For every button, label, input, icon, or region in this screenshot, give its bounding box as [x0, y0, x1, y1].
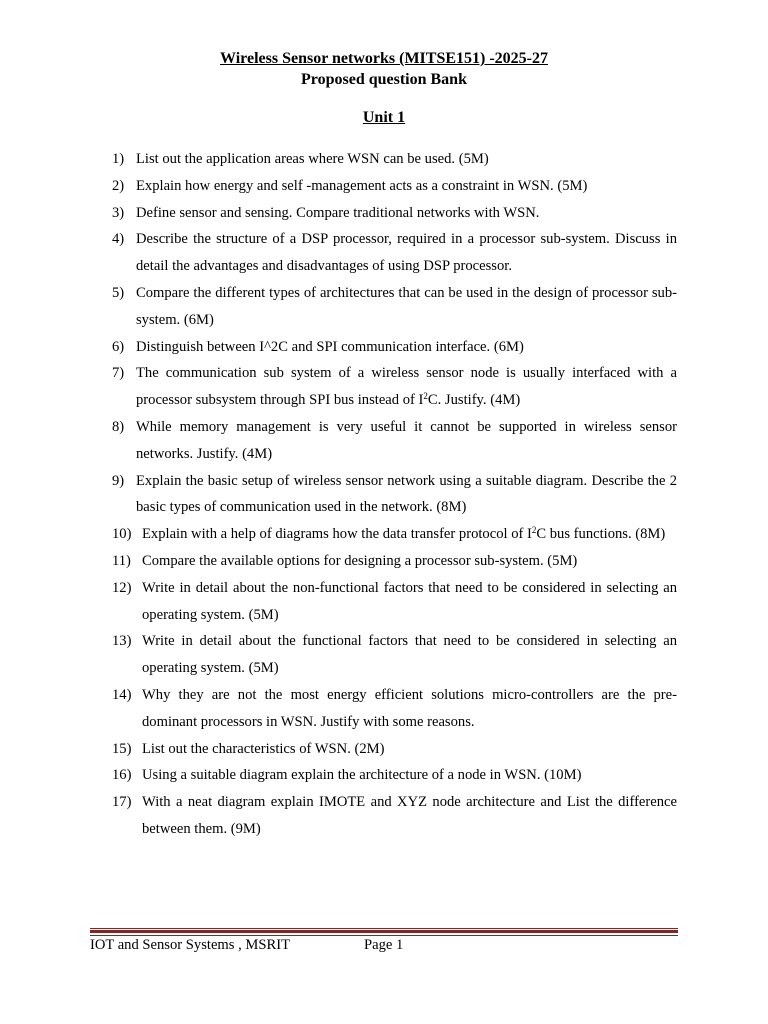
footer-institution: IOT and Sensor Systems , MSRIT [90, 937, 290, 953]
question-item [112, 762, 677, 789]
question-number: 9) [112, 472, 125, 489]
question-number: 2) [112, 177, 125, 194]
question-text-segment: The communication sub system of a wireless sensor node is usually interfaced with a processor subsystem through SPI bus instead of I [136, 365, 677, 409]
question-text [136, 231, 677, 274]
question-text [142, 580, 677, 623]
question-number: 3) [112, 204, 125, 221]
question-text [136, 339, 524, 355]
document-title: Wireless Sensor networks (MITSE151) -2025-27 [220, 50, 548, 67]
question-text [142, 526, 665, 542]
question-text [142, 687, 677, 730]
question-item [112, 548, 677, 575]
question-number: 7) [112, 365, 125, 382]
question-text-segment: While memory management is very useful it cannot be supported in wireless sensor networks. Justify. (4M) [136, 418, 677, 462]
question-list [112, 146, 677, 843]
superscript: 2 [423, 391, 428, 402]
question-item [112, 226, 677, 280]
question-text-segment: Describe the structure of a DSP processor, required in a processor sub-system. Discuss in detail the advantages and disadvantages of using DSP processor. [136, 231, 677, 275]
question-item [112, 414, 677, 468]
question-item [112, 360, 677, 414]
question-item [112, 146, 677, 173]
document-subtitle: Proposed question Bank [301, 71, 467, 88]
question-text [136, 178, 587, 194]
question-text-segment: Define sensor and sensing. Compare traditional networks with WSN. [136, 204, 540, 221]
question-item [112, 736, 677, 763]
question-text [142, 633, 677, 676]
question-text-segment: Using a suitable diagram explain the architecture of a node in WSN. (10M) [142, 767, 582, 784]
question-number: 11) [112, 552, 131, 569]
footer-page-number: Page 1 [364, 937, 404, 953]
question-number: 15) [112, 740, 132, 757]
question-text [136, 205, 539, 221]
question-item [112, 789, 677, 843]
question-number: 12) [112, 579, 132, 596]
question-item [112, 521, 677, 548]
question-item [112, 682, 677, 736]
question-text [142, 741, 385, 757]
question-text [136, 473, 677, 516]
question-text [136, 285, 677, 328]
question-text [142, 794, 677, 837]
question-number: 8) [112, 418, 125, 435]
question-text-segment: Explain the basic setup of wireless sensor network using a suitable diagram. Describe the 2 basic types of communication used in the network. (8M) [136, 472, 677, 516]
question-text-segment: Compare the different types of architectures that can be used in the design of processor sub-system. (6M) [136, 284, 677, 328]
footer-rule-thick [90, 930, 678, 933]
question-number: 16) [112, 767, 132, 784]
question-text-segment: Explain with a help of diagrams how the data transfer protocol of I [142, 526, 532, 543]
question-number: 5) [112, 284, 125, 301]
question-number: 10) [112, 526, 132, 543]
question-text-segment: Write in detail about the non-functional factors that need to be considered in selecting an operating system. (5M) [142, 579, 677, 623]
question-number: 17) [112, 794, 132, 811]
question-item [112, 200, 677, 227]
question-number: 1) [112, 151, 125, 167]
question-item [112, 280, 677, 334]
question-text-segment: Compare the available options for designing a processor sub-system. (5M) [142, 552, 578, 569]
question-text-segment: With a neat diagram explain IMOTE and XYZ node architecture and List the difference between them. (9M) [142, 794, 677, 837]
question-text [136, 419, 677, 462]
question-text [142, 553, 577, 569]
question-text [136, 151, 489, 167]
question-text [142, 767, 581, 783]
question-item [112, 173, 677, 200]
unit-heading: Unit 1 [362, 109, 406, 126]
question-item [112, 575, 677, 629]
question-number: 6) [112, 338, 125, 355]
question-text-segment: Explain how energy and self -management acts as a constraint in WSN. (5M) [136, 177, 588, 194]
question-number: 4) [112, 231, 125, 248]
question-text-segment: Why they are not the most energy efficient solutions micro-controllers are the pre-dominant processors in WSN. Justify with some reasons. [142, 686, 677, 730]
question-item [112, 628, 677, 682]
question-text-segment: C. Justify. (4M) [427, 392, 521, 409]
question-text-segment: List out the characteristics of WSN. (2M) [142, 740, 385, 757]
question-item [112, 334, 677, 361]
footer-rule-top [90, 928, 678, 929]
question-text [136, 365, 677, 408]
question-text-segment: Distinguish between I^2C and SPI communication interface. (6M) [136, 338, 524, 355]
question-text-segment: Write in detail about the functional factors that need to be considered in selecting an operating system. (5M) [142, 633, 677, 677]
question-item [112, 468, 677, 522]
question-text-segment: List out the application areas where WSN can be used. (5M) [136, 151, 489, 167]
superscript: 2 [531, 525, 537, 536]
question-number: 14) [112, 686, 132, 703]
question-text-segment: C bus functions. (8M) [536, 526, 666, 543]
question-number: 13) [112, 633, 132, 650]
